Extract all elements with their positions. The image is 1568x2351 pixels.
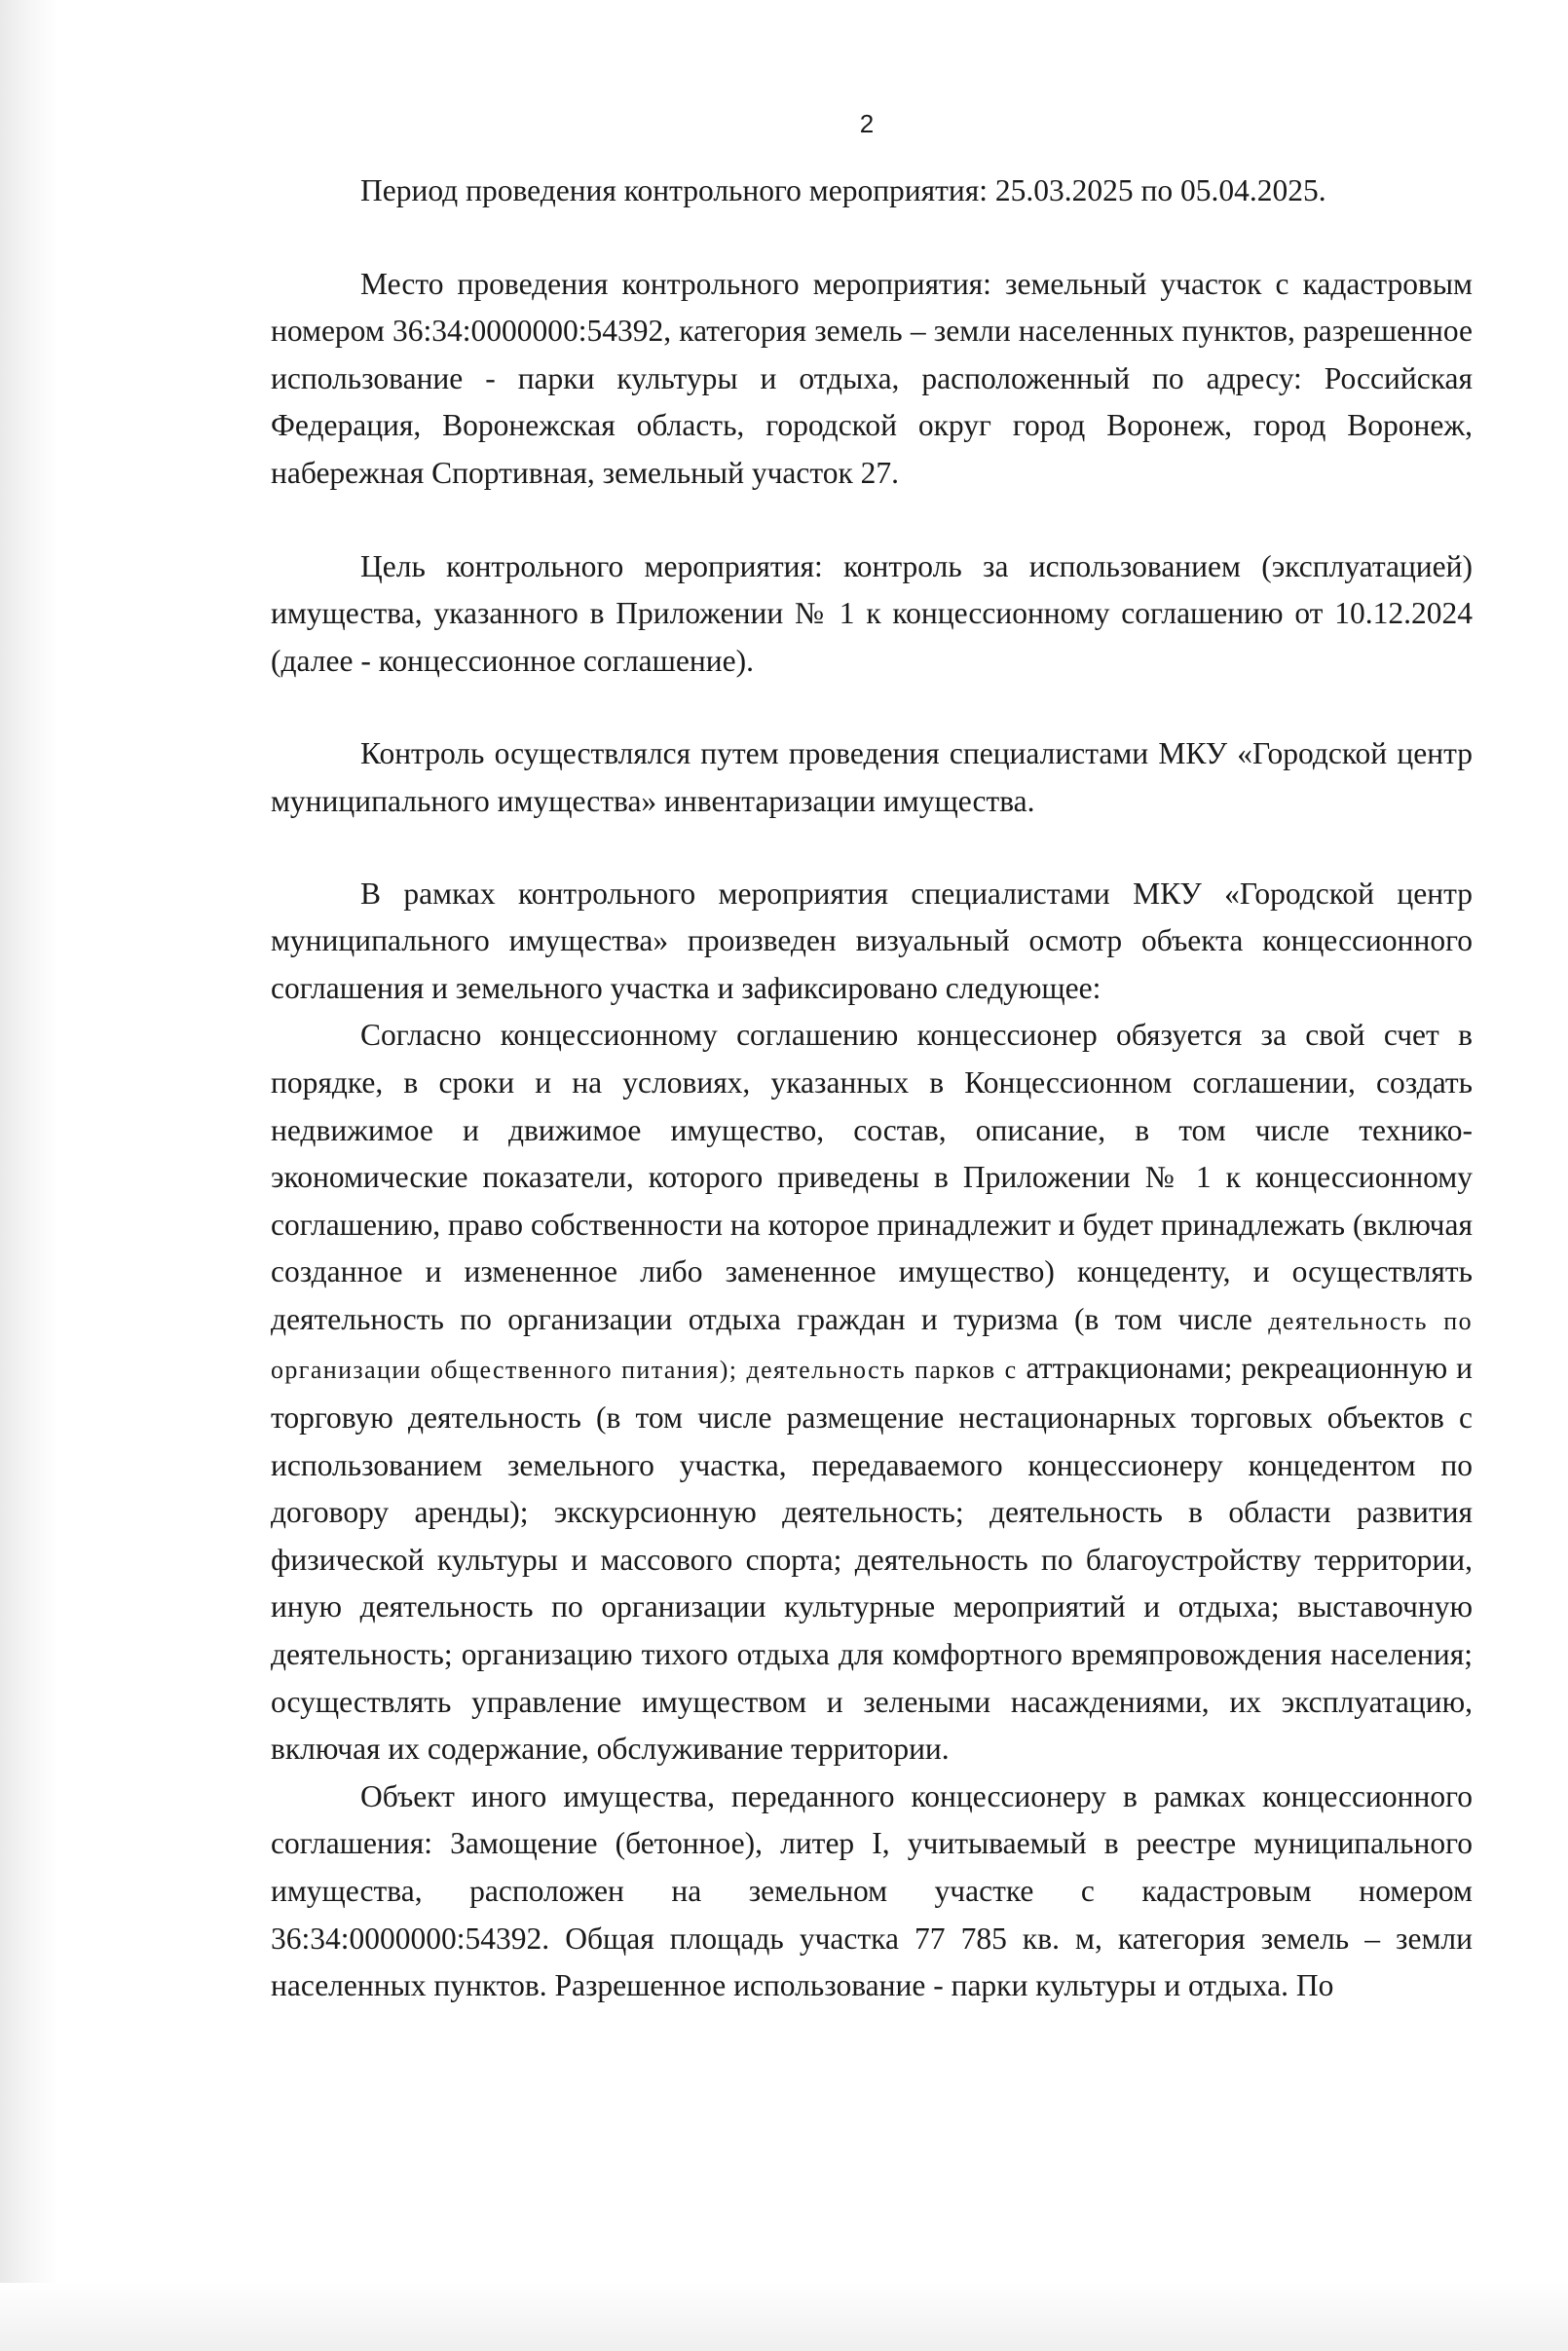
- paragraph-control: Контроль осуществлялся путем проведения специалистами МКУ «Городской центр муниципального имущества» инвентаризации имущества.: [271, 736, 1473, 818]
- paragraph-period: Период проведения контрольного мероприятия: 25.03.2025 по 05.04.2025.: [360, 173, 1326, 207]
- scan-shadow-bottom: [0, 2283, 1568, 2351]
- paragraph-agreement: [271, 1012, 1473, 1773]
- agreement-text-small: деятельность по организации общественного питания); деятельность парков с: [271, 1306, 1474, 1385]
- paragraph-goal: Цель контрольного мероприятия: контроль за использованием (эксплуатацией) имущества, указанного в Приложении № 1 к концессионному соглашению от 10.12.2024 (далее - концессионное соглашение).: [271, 548, 1473, 678]
- paragraph-object: Объект иного имущества, переданного концессионеру в рамках концессионного соглашения: Замощение (бетонное), литер I, учитываемый в реестре муниципального имущества, расположен на земельном участке с кадастровым номером 36:34:0000000:54392. Общая площадь участка 77 785 кв. м, категория земель – земли населенных пунктов. Разрешенное использование - парки культуры и отдыха. По: [271, 1778, 1473, 2003]
- document-body: [271, 168, 1473, 2010]
- agreement-text-part1: Согласно концессионному соглашению концессионер обязуется за свой счет в порядке, в сроки и на условиях, указанных в Концессионном соглашении, создать недвижимое и движимое имущество, состав, описание, в том числе технико-экономические показатели, которого приведены в Приложении № 1 к концессионному соглашению, право собственности на которое принадлежит и будет принадлежать (включая созданное и измененное либо замененное имущество) концеденту, и осуществлять деятельность по организации отдыха граждан и туризма (в том числе: [271, 1018, 1473, 1336]
- agreement-text-part2: аттракционами; рекреационную и торговую деятельность (в том числе размещение нестационарных торговых объектов с использованием земельного участка, передаваемого концессионеру концедентом по договору аренды); экскурсионную деятельность; деятельность в области развития физической культуры и массового спорта; деятельность по благоустройству территории, иную деятельность по организации культурные мероприятий и отдыха; выставочную деятельность; организацию тихого отдыха для комфортного времяпровождения населения; осуществлять управление имуществом и зелеными насаждениями, их эксплуатацию, включая их содержание, обслуживание территории.: [271, 1351, 1473, 1767]
- paragraph-inspection: В рамках контрольного мероприятия специалистами МКУ «Городской центр муниципального имущества» произведен визуальный осмотр объекта концессионного соглашения и земельного участка и зафиксировано следующее:: [271, 876, 1473, 1005]
- scan-shadow-left: [0, 0, 58, 2351]
- paragraph-place: Место проведения контрольного мероприятия: земельный участок с кадастровым номером 36:34:0000000:54392, категория земель – земли населенных пунктов, разрешенное использование - парки культуры и отдыха, расположенный по адресу: Российская Федерация, Воронежская область, городской округ город Воронеж, город Воронеж, набережная Спортивная, земельный участок 27.: [271, 266, 1473, 490]
- page-number: 2: [859, 109, 875, 138]
